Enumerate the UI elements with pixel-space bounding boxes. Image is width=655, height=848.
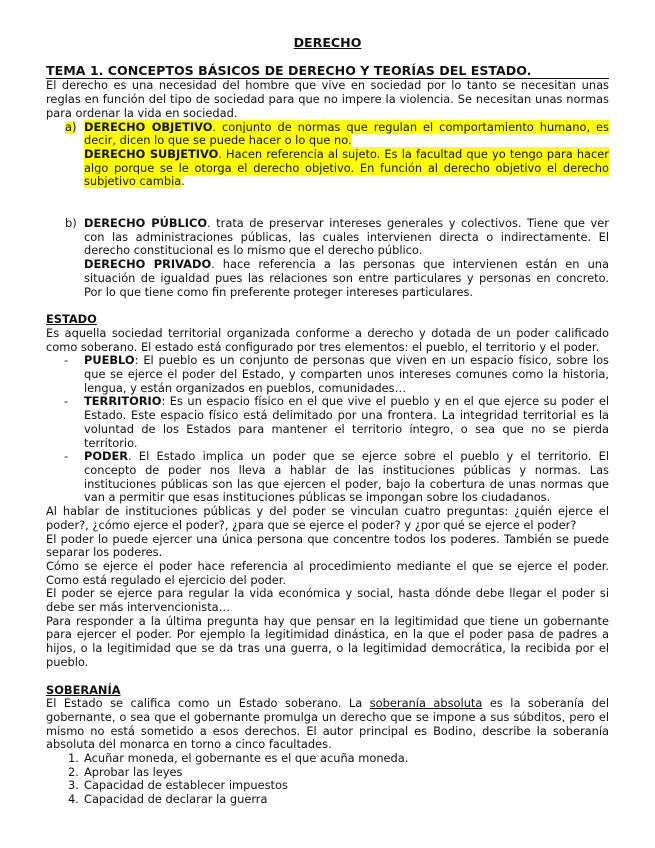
derecho-subjetivo-block (46, 148, 609, 189)
estado-element-poder (46, 450, 609, 505)
intro-paragraph: El derecho es una necesidad del hombre que vive en sociedad por lo tanto se necesitan unas reglas en función del tipo de sociedad para que no impere la violencia. Se necesitan unas normas para ordenar la vida en sociedad. (46, 78, 609, 120)
list-item-b (46, 217, 609, 258)
faculty-item (46, 779, 609, 793)
faculty-text: Acuñar moneda, el gobernante es el que acuña moneda. (84, 751, 409, 766)
faculty-text: Capacidad de establecer impuestos (84, 778, 288, 793)
list-marker: b) (65, 216, 77, 231)
bullet-dash: - (64, 394, 69, 409)
bullet-dash: - (64, 449, 69, 464)
estado-heading: ESTADO (46, 312, 97, 327)
list-number: 4. (68, 792, 79, 807)
list-number: 3. (68, 778, 79, 793)
poder-text: . El Estado implica un poder que se ejerce sobre el pueblo y el territorio. El concepto de poder nos lleva a hablar de las instituciones públicas y normas. Las instituciones públicas son las que ejercen el poder, bajo la cobertura de unas normas que van a permitir que esas instituciones públicas se impongan sobre los ciudadanos. (84, 449, 609, 505)
derecho-publico-text: . trata de preservar intereses generales y colectivos. Tiene que ver con las administraciones públicas, las cuales intervienen directa o indirectamente. El derecho constitucional es lo mismo que el derecho público. (84, 216, 609, 258)
derecho-subjetivo-label: DERECHO SUBJETIVO (84, 146, 219, 161)
faculty-text: Aprobar las leyes (84, 764, 183, 779)
pueblo-text: : El pueblo es un conjunto de personas que viven en un espacio físico, sobre los que se ejerce el poder del Estado, y comparten unos intereses comunes como la historia, lengua, y están organizados en pueblos, comunidades… (84, 353, 609, 395)
derecho-privado-label: DERECHO PRIVADO (84, 257, 212, 272)
derecho-publico-label: DERECHO PÚBLICO (84, 216, 208, 231)
document-title: DERECHO (293, 35, 362, 50)
estado-element-pueblo (46, 354, 609, 395)
poder-label: PODER (84, 449, 129, 464)
list-marker: a) (65, 119, 77, 134)
derecho-privado-block (46, 258, 609, 299)
list-item-a (46, 121, 609, 148)
derecho-objetivo-label: DERECHO OBJETIVO (84, 119, 213, 134)
topic-title: TEMA 1. CONCEPTOS BÁSICOS DE DERECHO Y TEORÍAS DEL ESTADO. (46, 64, 609, 80)
territorio-label: TERRITORIO (84, 394, 162, 409)
pueblo-label: PUEBLO (84, 353, 135, 368)
territorio-text: : Es un espacio físico en el que vive el pueblo y en el que ejerce su poder el Estado. Este espacio físico está delimitado por una frontera. La integridad territorial es la voluntad de los Estados para mantener el territorio íntegro, o sea que no se pierda territorio. (84, 394, 609, 450)
derecho-objetivo-text: . conjunto de normas que regulan el comportamiento humano, es decir, dicen lo que se puede hacer o lo que no. (84, 119, 609, 148)
document-body (46, 36, 609, 807)
list-number: 1. (68, 751, 79, 766)
soberania-heading: SOBERANÍA (46, 682, 121, 697)
derecho-subjetivo-text: . Hacen referencia al sujeto. Es la facultad que yo tengo para hacer algo porque se le otorga el derecho objetivo. En función al derecho objetivo el derecho subjetivo cambia (84, 146, 609, 189)
derecho-subjetivo-end: . (181, 174, 185, 189)
faculty-item (46, 752, 609, 766)
spacer (46, 189, 609, 203)
soberania-absoluta-term: soberanía absoluta (369, 696, 483, 711)
faculty-item (46, 793, 609, 807)
spacer (46, 203, 609, 217)
estado-element-territorio (46, 395, 609, 450)
bullet-dash: - (64, 353, 69, 368)
soberania-paragraph: El Estado se califica como un Estado soberano. La soberanía absoluta es la soberanía del gobernante, o sea que el gobernante promulga un derecho que se impone a sus súbditos, pero el mismo no está sometido a esos derechos. El autor principal es Bodino, describe la soberanía absoluta del monarca en torno a cinco facultades. (46, 696, 609, 752)
faculty-text: Capacidad de declarar la guerra (84, 792, 268, 807)
estado-paragraph-como: Cómo se ejerce el poder hace referencia al procedimiento mediante el que se ejerce el poder. Como está regulado el ejercicio del poder. (46, 558, 609, 587)
faculty-item (46, 766, 609, 780)
estado-paragraph-quien: El poder lo puede ejercer una única persona que concentre todos los poderes. También se puede separar los poderes. (46, 531, 609, 560)
derecho-privado-text: . hace referencia a las personas que intervienen están en una situación de igualdad pues las relaciones son entre particulares y personas en concreto. Por lo que tiene como fin preferente proteger intereses particulares. (84, 257, 609, 299)
estado-paragraph-para-que: El poder se ejerce para regular la vida económica y social, hasta dónde debe llegar el poder si debe ser más intervencionista… (46, 586, 609, 615)
estado-intro: Es aquella sociedad territorial organizada conforme a derecho y dotada de un poder calificado como soberano. El estado está configurado por tres elementos: el pueblo, el territorio y el poder. (46, 325, 609, 354)
list-number: 2. (68, 764, 79, 779)
estado-paragraph-legitimidad: Para responder a la última pregunta hay que pensar en la legitimidad que tiene un gobernante para ejercer el poder. Por ejemplo la legitimidad dinástica, en la que el poder pasa de padres a hijos, o la legitimidad que se da tras una guerra, o la legitimidad democrática, la recibida por el pueblo. (46, 613, 609, 669)
estado-paragraph-preguntas: Al hablar de instituciones públicas y del poder se vinculan cuatro preguntas: ¿quién ejerce el poder?, ¿cómo ejerce el poder?, ¿para que se ejerce el poder? y ¿por qué se ejerce el poder? (46, 504, 609, 532)
